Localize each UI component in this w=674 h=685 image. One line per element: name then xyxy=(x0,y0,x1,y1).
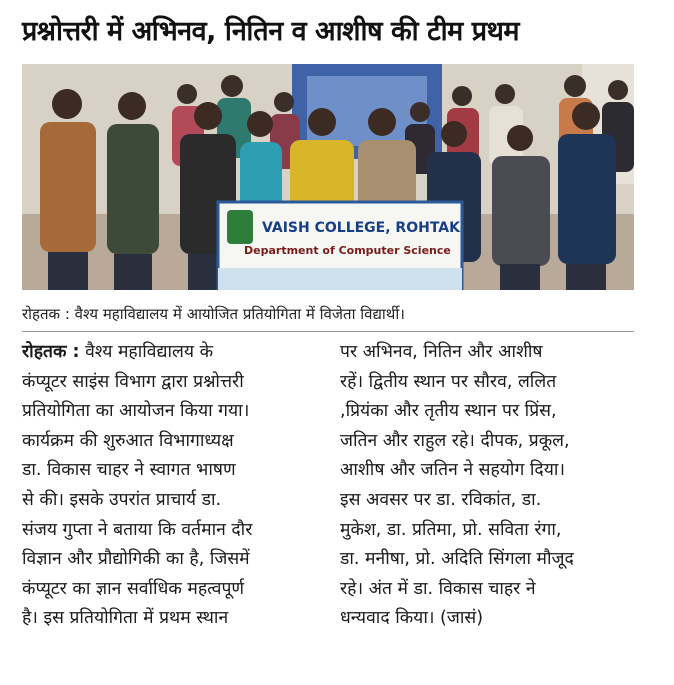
article-line: रहें। द्वितीय स्थान पर सौरव, ललित xyxy=(340,371,557,392)
article-line: जतिन और राहुल रहे। दीपक, प्रकूल, xyxy=(340,430,570,451)
article-line: डा. विकास चाहर ने स्वागत भाषण xyxy=(22,460,236,481)
article-line: इस अवसर पर डा. रविकांत, डा. xyxy=(340,489,542,510)
dateline: रोहतक : xyxy=(22,342,80,362)
caption-divider xyxy=(22,331,634,332)
article-line: आशीष और जतिन ने सहयोग दिया। xyxy=(340,460,566,481)
photo-caption: रोहतक : वैश्य महाविद्यालय में आयोजित प्रतियोगिता में विजेता विद्यार्थी। xyxy=(22,305,405,323)
article-line: से की। इसके उपरांत प्राचार्य डा. xyxy=(22,489,222,510)
article-line: कंप्यूटर का ज्ञान सर्वाधिक महत्वपूर्ण xyxy=(22,578,245,599)
article-line: है। इस प्रतियोगिता में प्रथम स्थान xyxy=(22,608,229,629)
group-photo xyxy=(22,64,634,290)
article-line: कार्यक्रम की शुरुआत विभागाध्यक्ष xyxy=(22,430,234,451)
article-line: संजय गुप्ता ने बताया कि वर्तमान दौर xyxy=(22,519,253,540)
article-text: वैश्य महाविद्यालय के xyxy=(79,342,214,362)
group-photo-illustration xyxy=(22,64,634,290)
article-line: मुकेश, डा. प्रतिमा, प्रो. सविता रंगा, xyxy=(340,519,562,540)
headline: प्रश्नोत्तरी में अभिनव, नितिन व आशीष की टीम प्रथम xyxy=(22,16,519,47)
article-line: पर अभिनव, नितिन और आशीष xyxy=(340,342,543,362)
article-line: ,प्रियंका और तृतीय स्थान पर प्रिंस, xyxy=(340,401,557,422)
article-line: रहे। अंत में डा. विकास चाहर ने xyxy=(340,578,536,599)
article-line: विज्ञान और प्रौद्योगिकी का है, जिसमें xyxy=(22,549,250,570)
article-column-left xyxy=(22,338,318,634)
article-line xyxy=(22,338,318,368)
banner-college-name: VAISH COLLEGE, ROHTAK xyxy=(262,220,460,236)
article-line: कंप्यूटर साइंस विभाग द्वारा प्रश्नोत्तरी xyxy=(22,371,244,392)
article-line: धन्यवाद किया। (जासं) xyxy=(340,608,484,629)
article-line: डा. मनीषा, प्रो. अदिति सिंगला मौजूद xyxy=(340,549,574,570)
article-column-right xyxy=(340,338,640,634)
article-line: प्रतियोगिता का आयोजन किया गया। xyxy=(22,401,250,422)
banner-department: Department of Computer Science xyxy=(244,244,451,257)
